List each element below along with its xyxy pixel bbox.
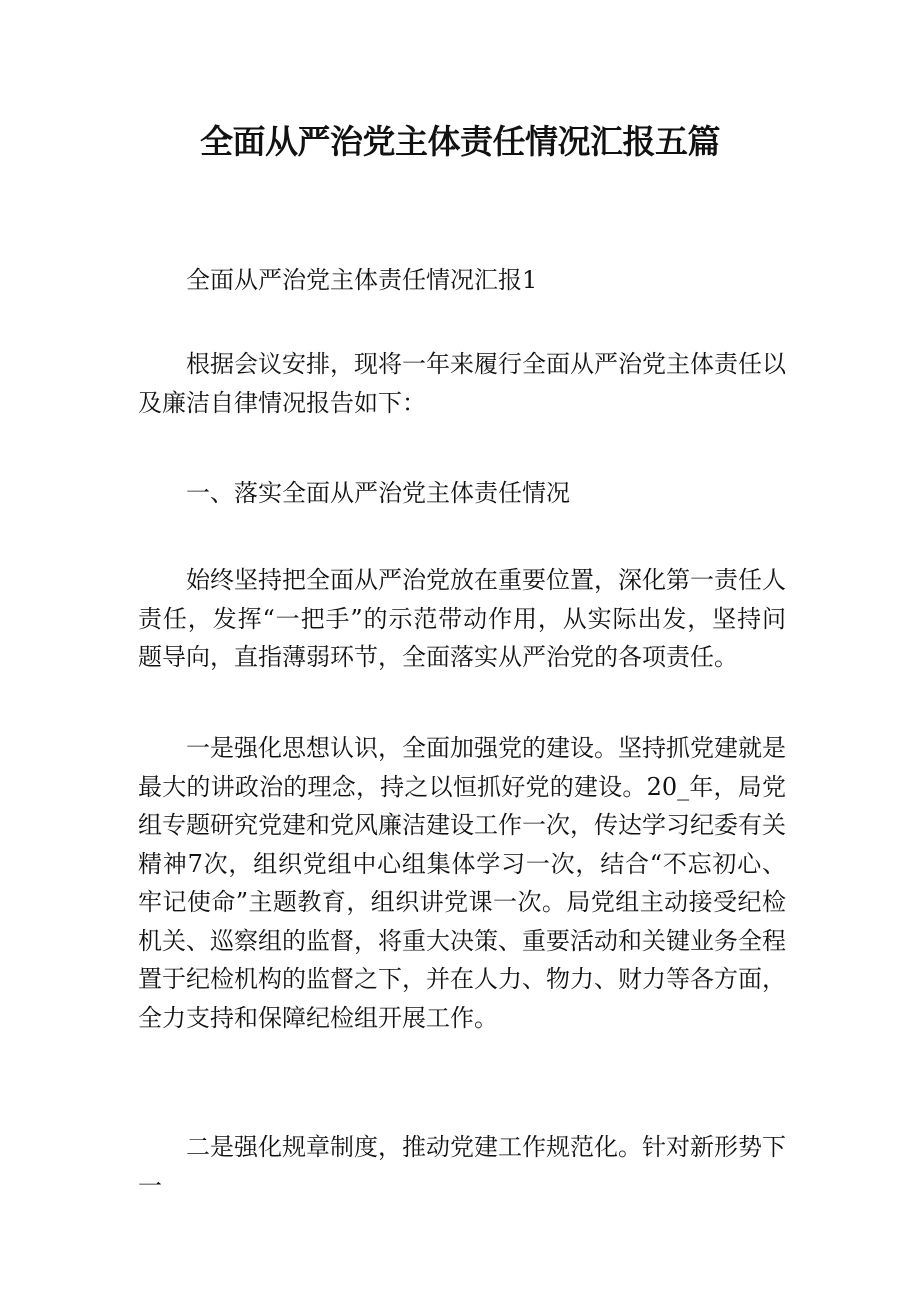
body-paragraph: 始终坚持把全面从严治党放在重要位置，深化第一责任人责任，发挥“一把手”的示范带动作用，从实际出发，坚持问题导向，直指薄弱环节，全面落实从严治党的各项责任。 xyxy=(138,566,786,671)
section-heading-1: 一、落实全面从严治党主体责任情况 xyxy=(186,479,570,507)
body-paragraph: 二是强化规章制度，推动党建工作规范化。针对新形势下一 xyxy=(138,1133,786,1200)
document-title: 全面从严治党主体责任情况汇报五篇 xyxy=(200,122,720,161)
body-paragraph: 一是强化思想认识，全面加强党的建设。坚持抓党建就是最大的讲政治的理念，持之以恒抓好党的建设。20_年，局党组专题研究党建和党风廉洁建设工作一次，传达学习纪委有关精神7次，组织党组中心组集体学习一次，结合“不忘初心、牢记使命”主题教育，组织讲党课一次。局党组主动接受纪检机关、巡察组的监督，将重大决策、重要活动和关键业务全程置于纪检机构的监督之下，并在人力、物力、财力等各方面，全力支持和保障纪检组开展工作。 xyxy=(138,734,786,1032)
report-subtitle: 全面从严治党主体责任情况汇报1 xyxy=(186,266,538,294)
intro-paragraph: 根据会议安排，现将一年来履行全面从严治党主体责任以及廉洁自律情况报告如下： xyxy=(138,350,786,417)
